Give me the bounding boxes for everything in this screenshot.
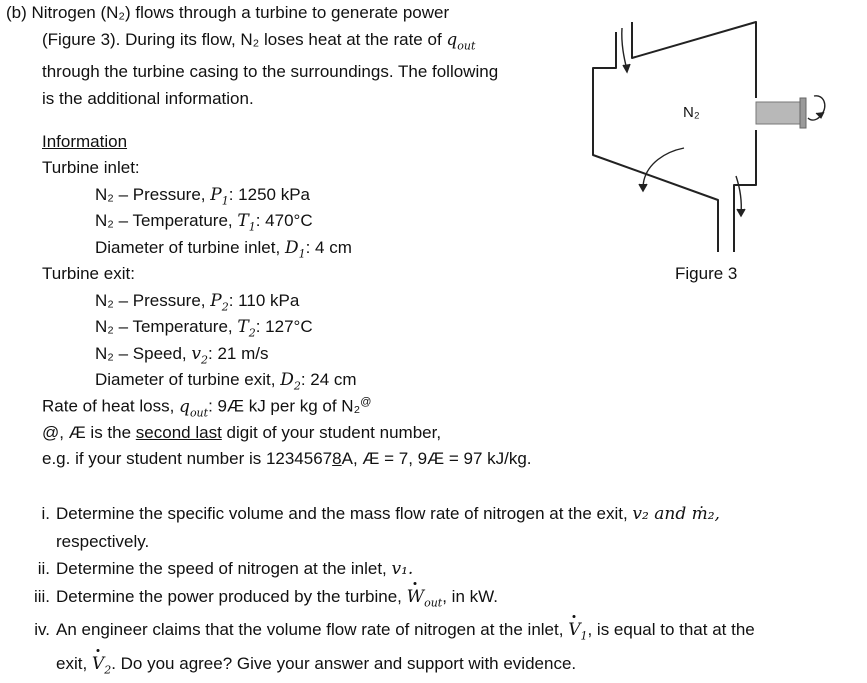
d2-symbol: D — [280, 370, 294, 390]
question-text — [56, 555, 859, 583]
exit-flow-arrow — [736, 176, 745, 216]
p1-subscript: 1 — [221, 194, 229, 208]
question-iv-line-1: An engineer claims that the volume flow rate of nitrogen at the inlet, — [56, 620, 564, 640]
exit-diameter — [95, 370, 357, 392]
t2-subscript: 2 — [248, 326, 256, 340]
example-suffix: A, Æ = 7, 9Æ = 97 kJ/kg. — [341, 449, 532, 468]
v2-dot: V — [92, 651, 104, 678]
d2-subscript: 2 — [293, 379, 301, 393]
v1-symbol: V — [568, 617, 580, 644]
heat-loss-symbol — [179, 396, 209, 420]
w-symbol: W — [407, 584, 424, 611]
information-heading: Information — [42, 132, 128, 151]
v2-dot-subscript: 2 — [104, 663, 112, 677]
question-i — [14, 500, 859, 555]
heat-loss-rate — [42, 396, 371, 419]
question-number: ii. — [37, 559, 50, 578]
exit-pressure-label: N₂ – Pressure, — [95, 291, 206, 310]
question-list — [14, 500, 859, 683]
q-out-subscript: out — [457, 38, 476, 52]
heat-loss-label: Rate of heat loss, — [42, 396, 175, 416]
exit-temperature-label: N₂ – Temperature, — [95, 317, 233, 336]
question-i-line-1: Determine the specific volume and the mass flow rate of nitrogen at the exit, — [56, 504, 628, 523]
q-symbol-2: q — [179, 396, 190, 417]
question-i-line-2: respectively. — [56, 532, 150, 551]
intro-line-3: through the turbine casing to the surroundings. The following — [42, 62, 499, 82]
turbine-exit-label: Turbine exit: — [42, 264, 135, 283]
inlet-pressure-symbol — [210, 185, 229, 208]
heat-loss-value: : 9Æ kJ per kg of N₂ — [208, 396, 361, 416]
exit-temperature — [95, 317, 313, 339]
v1-dot-symbol — [568, 620, 588, 643]
intro-line-2-text: (Figure 3). During its flow, N₂ loses heat at the rate of — [42, 29, 442, 49]
rotation-arrowhead-icon — [816, 112, 824, 118]
exit-temperature-symbol — [237, 317, 256, 340]
question-ii — [14, 555, 859, 583]
exit-speed-value: : 21 m/s — [208, 344, 269, 363]
exit-diameter-label: Diameter of turbine exit, — [95, 370, 276, 389]
w-out-subscript: out — [424, 596, 443, 610]
exit-diameter-value: : 24 cm — [300, 370, 357, 389]
turbine-casing — [593, 22, 756, 252]
note-underlined: second last — [135, 423, 222, 442]
heat-loss-footnote-mark: @ — [360, 396, 372, 408]
note-suffix: digit of your student number, — [226, 423, 442, 442]
student-number-note — [42, 423, 441, 443]
t2-symbol: T — [237, 317, 249, 337]
question-iv-line-2-prefix: exit, — [56, 653, 88, 673]
inlet-diameter-symbol — [284, 238, 306, 261]
exit-temperature-value: : 127°C — [255, 317, 313, 336]
turbine-inlet-label: Turbine inlet: — [42, 158, 140, 177]
exit-speed-label: N₂ – Speed, — [95, 344, 187, 363]
question-number: iii. — [33, 587, 50, 606]
question-text — [56, 500, 859, 555]
exit-pressure-value: : 110 kPa — [228, 291, 300, 310]
intro-line-4: is the additional information. — [42, 88, 254, 108]
q-symbol: q — [446, 29, 458, 50]
question-iii — [14, 583, 859, 616]
question-iii-text: Determine the power produced by the turbine, — [56, 587, 402, 606]
inlet-diameter-value: : 4 cm — [305, 238, 352, 257]
question-iv-line-1-suffix: , is equal to that at the — [587, 620, 755, 640]
intro-line-1: (b) Nitrogen (N₂) flows through a turbine to generate power — [6, 3, 450, 22]
output-shaft — [756, 96, 825, 128]
question-iv — [14, 616, 859, 683]
question-i-math: v₂ and ṁ₂, — [632, 504, 720, 524]
inlet-flow-arrow — [622, 28, 630, 72]
d1-subscript: 1 — [298, 247, 306, 261]
inlet-pressure-label: N₂ – Pressure, — [95, 185, 206, 204]
casing-outline-left — [593, 32, 718, 252]
question-number: iv. — [34, 620, 50, 640]
v2-symbol: v — [191, 344, 202, 364]
shaft-collar — [800, 98, 806, 128]
intro-line-2 — [6, 27, 566, 60]
exit-speed — [95, 344, 268, 366]
question-iv-line-2-suffix: . Do you agree? Give your answer and support with evidence. — [111, 653, 577, 673]
t1-symbol: T — [237, 211, 249, 231]
p2-subscript: 2 — [221, 300, 229, 314]
shaft-body — [756, 102, 800, 124]
question-iii-suffix: , in kW. — [442, 587, 498, 606]
w-out-symbol — [406, 587, 443, 610]
v2-dot-symbol — [91, 653, 112, 677]
inlet-temperature — [95, 211, 313, 233]
student-number-example — [42, 449, 532, 469]
turbine-diagram — [588, 10, 838, 260]
v2-subscript: 2 — [201, 353, 209, 367]
d1-symbol: D — [284, 238, 299, 258]
question-number: i. — [41, 504, 50, 523]
example-prefix: e.g. if your student number is 1234567 — [42, 449, 333, 468]
question-ii-text: Determine the speed of nitrogen at the inlet, — [56, 559, 387, 578]
example-underlined-digit: 8 — [332, 449, 342, 468]
p1-symbol: P — [210, 185, 222, 205]
v1-subscript: 1 — [580, 629, 588, 643]
casing-outline-right — [734, 130, 756, 252]
question-text — [56, 583, 859, 616]
problem-statement — [6, 0, 566, 112]
inlet-diameter — [95, 238, 352, 260]
figure-caption: Figure 3 — [675, 264, 738, 283]
inlet-diameter-label: Diameter of turbine inlet, — [95, 238, 281, 257]
inlet-pressure-value: : 1250 kPa — [228, 185, 310, 204]
exit-pressure — [95, 291, 299, 313]
exit-speed-symbol — [191, 344, 209, 367]
inlet-temperature-value: : 470°C — [255, 211, 313, 230]
q-out-subscript-2: out — [189, 406, 209, 420]
exit-pressure-symbol — [210, 291, 229, 314]
exit-diameter-symbol — [280, 370, 301, 393]
inlet-temperature-symbol — [237, 211, 256, 234]
question-text — [56, 616, 859, 683]
q-out-symbol — [446, 30, 475, 50]
p2-symbol: P — [210, 291, 222, 311]
inlet-pressure — [95, 185, 310, 207]
inlet-temperature-label: N₂ – Temperature, — [95, 211, 233, 230]
casing-outline-top — [632, 22, 756, 98]
question-ii-math: v₁. — [391, 559, 414, 579]
t1-subscript: 1 — [248, 220, 256, 234]
note-prefix: @, Æ is the — [42, 423, 132, 442]
diagram-gas-label: N₂ — [683, 104, 700, 121]
